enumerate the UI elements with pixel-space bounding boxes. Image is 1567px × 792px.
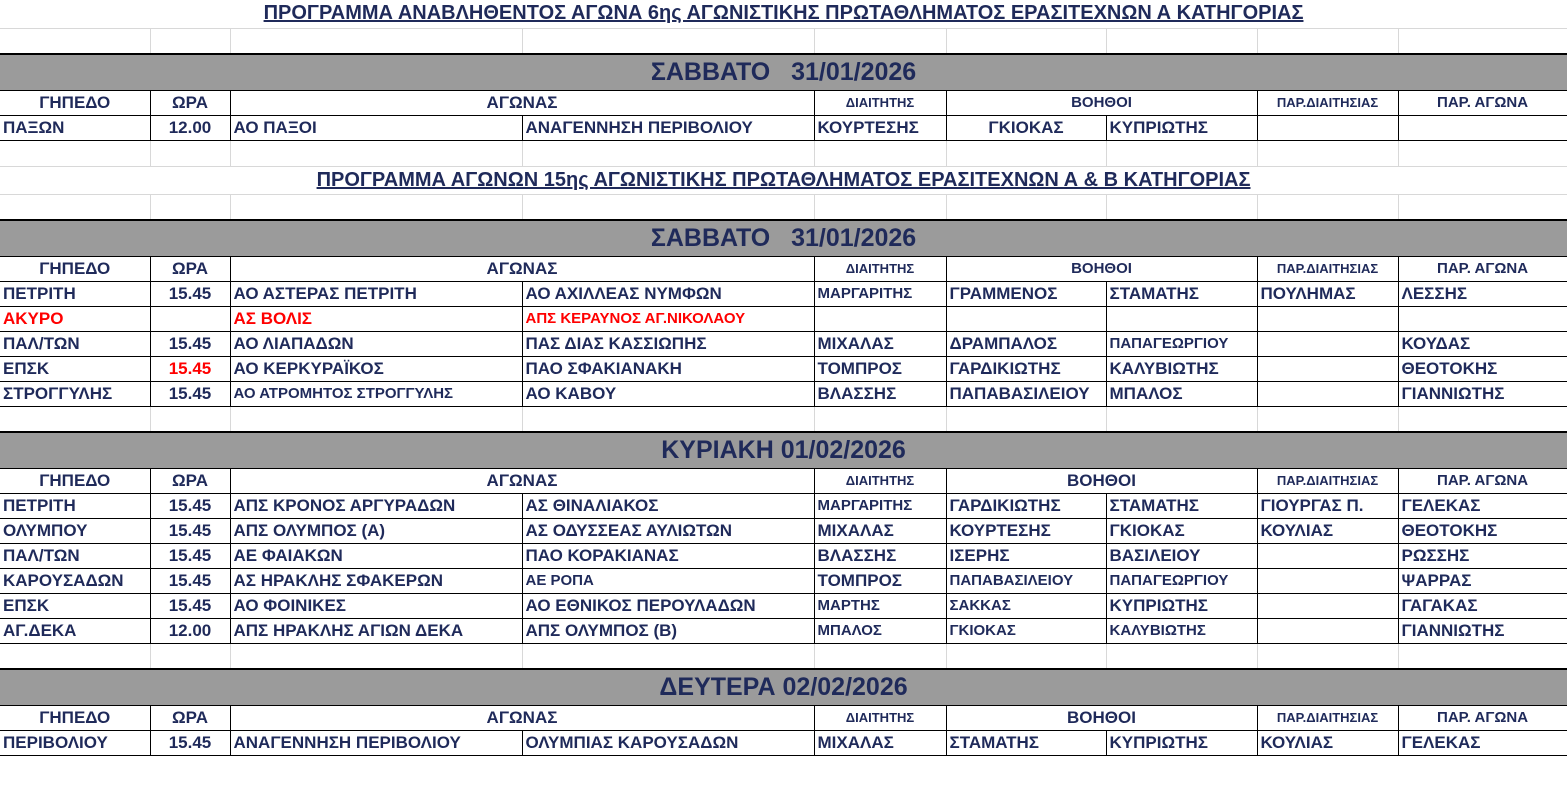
referee-cell[interactable]: ΜΑΡΤΗΣ xyxy=(814,593,946,618)
empty-row xyxy=(0,406,1567,432)
match-observer-cell[interactable]: ΓΕΛΕΚΑΣ xyxy=(1398,730,1567,755)
assistants-header: ΒΟΗΘΟΙ xyxy=(946,90,1257,115)
referee-cell[interactable]: ΜΑΡΓΑΡΙΤΗΣ xyxy=(814,281,946,306)
venue-cell[interactable]: ΚΑΡΟΥΣΑΔΩΝ xyxy=(0,568,150,593)
empty-cell[interactable] xyxy=(814,194,946,220)
day-banner: ΚΥΡΙΑΚΗ 01/02/2026 xyxy=(0,432,1567,468)
column-header-row xyxy=(0,705,1567,730)
empty-cell[interactable] xyxy=(1398,406,1567,432)
match-row xyxy=(0,568,1567,593)
empty-cell[interactable] xyxy=(230,194,522,220)
referee-header: ΔΙΑΙΤΗΤΗΣ xyxy=(814,705,946,730)
referee-cell[interactable] xyxy=(814,306,946,331)
assistant-1-cell[interactable]: ΣΤΑΜΑΤΗΣ xyxy=(946,730,1106,755)
empty-cell[interactable] xyxy=(0,643,150,669)
home-team-cell[interactable]: ΑΠΣ ΟΛΥΜΠΟΣ (Α) xyxy=(230,518,522,543)
time-cell[interactable]: 15.45 xyxy=(150,730,230,755)
venue-header: ΓΗΠΕΔΟ xyxy=(0,705,150,730)
assistant-1-cell[interactable]: ΚΟΥΡΤΕΣΗΣ xyxy=(946,518,1106,543)
time-cell[interactable]: 15.45 xyxy=(150,356,230,381)
column-header-row xyxy=(0,90,1567,115)
section-title: ΠΡΟΓΡΑΜΜΑ ΑΝΑΒΛΗΘΕΝΤΟΣ ΑΓΩΝΑ 6ης ΑΓΩΝΙΣΤΙΚΗΣ ΠΡΩΤΑΘΛΗΜΑΤΟΣ ΕΡΑΣΙΤΕΧΝΩΝ Α ΚΑΤΗΓΟΡΙΑΣ xyxy=(0,0,1567,28)
away-team-cell[interactable]: ΑΟ ΕΘΝΙΚΟΣ ΠΕΡΟΥΛΑΔΩΝ xyxy=(522,593,814,618)
empty-cell[interactable] xyxy=(946,406,1106,432)
match-observer-cell[interactable]: ΓΑΓΑΚΑΣ xyxy=(1398,593,1567,618)
venue-cell[interactable]: ΠΕΤΡΙΤΗ xyxy=(0,281,150,306)
empty-cell[interactable] xyxy=(1398,28,1567,54)
venue-header: ΓΗΠΕΔΟ xyxy=(0,256,150,281)
match-header: ΑΓΩΝΑΣ xyxy=(230,256,814,281)
empty-cell[interactable] xyxy=(1257,194,1398,220)
assistant-2-cell[interactable]: ΠΑΠΑΓΕΩΡΓΙΟΥ xyxy=(1106,568,1257,593)
home-team-cell[interactable]: ΑΟ ΦΟΙΝΙΚΕΣ xyxy=(230,593,522,618)
empty-cell[interactable] xyxy=(814,643,946,669)
match-row xyxy=(0,493,1567,518)
time-cell[interactable]: 15.45 xyxy=(150,518,230,543)
assistants-header: ΒΟΗΘΟΙ xyxy=(946,705,1257,730)
empty-cell[interactable] xyxy=(522,406,814,432)
referee-observer-cell[interactable]: ΠΟΥΛΗΜΑΣ xyxy=(1257,281,1398,306)
away-team-cell[interactable]: ΑΝΑΓΕΝΝΗΣΗ ΠΕΡΙΒΟΛΙΟΥ xyxy=(522,115,814,140)
empty-cell[interactable] xyxy=(814,140,946,166)
time-cell[interactable]: 15.45 xyxy=(150,493,230,518)
empty-cell[interactable] xyxy=(946,28,1106,54)
time-cell[interactable]: 15.45 xyxy=(150,281,230,306)
day-banner-row xyxy=(0,54,1567,90)
empty-cell[interactable] xyxy=(150,140,230,166)
empty-cell[interactable] xyxy=(522,643,814,669)
referee-cell[interactable]: ΜΑΡΓΑΡΙΤΗΣ xyxy=(814,493,946,518)
empty-cell[interactable] xyxy=(1257,140,1398,166)
empty-cell[interactable] xyxy=(1257,406,1398,432)
referee-cell[interactable]: ΤΟΜΠΡΟΣ xyxy=(814,356,946,381)
assistant-1-cell[interactable]: ΔΡΑΜΠΑΛΟΣ xyxy=(946,331,1106,356)
venue-cell[interactable]: ΠΑΛ/ΤΩΝ xyxy=(0,543,150,568)
venue-cell[interactable]: ΑΓ.ΔΕΚΑ xyxy=(0,618,150,643)
home-team-cell[interactable]: ΑΠΣ ΗΡΑΚΛΗΣ ΑΓΙΩΝ ΔΕΚΑ xyxy=(230,618,522,643)
away-team-cell[interactable]: ΑΟ ΚΑΒΟΥ xyxy=(522,381,814,406)
away-team-cell[interactable]: ΠΑΟ ΣΦΑΚΙΑΝΑΚΗ xyxy=(522,356,814,381)
venue-cell[interactable]: ΑΚΥΡΟ xyxy=(0,306,150,331)
empty-cell[interactable] xyxy=(814,406,946,432)
empty-cell[interactable] xyxy=(230,28,522,54)
match-observer-cell[interactable]: ΚΟΥΔΑΣ xyxy=(1398,331,1567,356)
referee-cell[interactable]: ΤΟΜΠΡΟΣ xyxy=(814,568,946,593)
referee-observer-cell[interactable]: ΓΙΟΥΡΓΑΣ Π. xyxy=(1257,493,1398,518)
referee-observer-cell[interactable] xyxy=(1257,115,1398,140)
day-banner-row xyxy=(0,432,1567,468)
empty-cell[interactable] xyxy=(230,643,522,669)
time-cell[interactable]: 15.45 xyxy=(150,381,230,406)
time-header: ΩΡΑ xyxy=(150,90,230,115)
empty-cell[interactable] xyxy=(150,194,230,220)
assistant-1-cell[interactable]: ΠΑΠΑΒΑΣΙΛΕΙΟΥ xyxy=(946,568,1106,593)
home-team-cell[interactable]: ΑΝΑΓΕΝΝΗΣΗ ΠΕΡΙΒΟΛΙΟΥ xyxy=(230,730,522,755)
assistant-2-cell[interactable] xyxy=(1106,306,1257,331)
column-header-row xyxy=(0,468,1567,493)
empty-cell[interactable] xyxy=(150,643,230,669)
empty-row xyxy=(0,140,1567,166)
match-row xyxy=(0,306,1567,331)
match-row xyxy=(0,593,1567,618)
venue-cell[interactable]: ΠΕΡΙΒΟΛΙΟΥ xyxy=(0,730,150,755)
match-row xyxy=(0,618,1567,643)
referee-observer-header: ΠΑΡ.ΔΙΑΙΤΗΣΙΑΣ xyxy=(1257,468,1398,493)
day-banner: ΣΑΒΒΑΤΟ 31/01/2026 xyxy=(0,54,1567,90)
time-header: ΩΡΑ xyxy=(150,705,230,730)
match-row xyxy=(0,281,1567,306)
empty-row xyxy=(0,194,1567,220)
empty-cell[interactable] xyxy=(522,28,814,54)
match-row xyxy=(0,331,1567,356)
venue-header: ΓΗΠΕΔΟ xyxy=(0,468,150,493)
match-observer-cell[interactable]: ΓΙΑΝΝΙΩΤΗΣ xyxy=(1398,381,1567,406)
empty-cell[interactable] xyxy=(1106,406,1257,432)
venue-cell[interactable]: ΠΕΤΡΙΤΗ xyxy=(0,493,150,518)
assistant-1-cell[interactable]: ΓΚΙΟΚΑΣ xyxy=(946,115,1106,140)
match-header: ΑΓΩΝΑΣ xyxy=(230,90,814,115)
venue-cell[interactable]: ΕΠΣΚ xyxy=(0,356,150,381)
away-team-cell[interactable]: ΠΑΟ ΚΟΡΑΚΙΑΝΑΣ xyxy=(522,543,814,568)
referee-observer-cell[interactable] xyxy=(1257,593,1398,618)
match-header: ΑΓΩΝΑΣ xyxy=(230,468,814,493)
empty-cell[interactable] xyxy=(0,28,150,54)
referee-header: ΔΙΑΙΤΗΤΗΣ xyxy=(814,256,946,281)
referee-header: ΔΙΑΙΤΗΤΗΣ xyxy=(814,90,946,115)
empty-cell[interactable] xyxy=(1398,643,1567,669)
assistant-2-cell[interactable]: ΓΚΙΟΚΑΣ xyxy=(1106,518,1257,543)
empty-cell[interactable] xyxy=(946,140,1106,166)
empty-cell[interactable] xyxy=(1106,643,1257,669)
match-observer-header: ΠΑΡ. ΑΓΩΝΑ xyxy=(1398,468,1567,493)
column-header-row xyxy=(0,256,1567,281)
time-cell[interactable]: 15.45 xyxy=(150,568,230,593)
referee-cell[interactable]: ΜΙΧΑΛΑΣ xyxy=(814,331,946,356)
away-team-cell[interactable]: ΑΣ ΟΔΥΣΣΕΑΣ ΑΥΛΙΩΤΩΝ xyxy=(522,518,814,543)
referee-cell[interactable]: ΚΟΥΡΤΕΣΗΣ xyxy=(814,115,946,140)
match-observer-header: ΠΑΡ. ΑΓΩΝΑ xyxy=(1398,256,1567,281)
empty-cell[interactable] xyxy=(230,406,522,432)
match-row xyxy=(0,543,1567,568)
match-observer-cell[interactable]: ΡΩΣΣΗΣ xyxy=(1398,543,1567,568)
referee-observer-cell[interactable] xyxy=(1257,618,1398,643)
referee-observer-cell[interactable] xyxy=(1257,356,1398,381)
away-team-cell[interactable]: ΑΟ ΑΧΙΛΛΕΑΣ ΝΥΜΦΩΝ xyxy=(522,281,814,306)
assistant-1-cell[interactable]: ΓΑΡΔΙΚΙΩΤΗΣ xyxy=(946,493,1106,518)
empty-cell[interactable] xyxy=(1106,140,1257,166)
match-observer-cell[interactable]: ΓΙΑΝΝΙΩΤΗΣ xyxy=(1398,618,1567,643)
match-observer-cell[interactable]: ΘΕΟΤΟΚΗΣ xyxy=(1398,518,1567,543)
assistant-2-cell[interactable]: ΚΑΛΥΒΙΩΤΗΣ xyxy=(1106,618,1257,643)
section-title: ΠΡΟΓΡΑΜΜΑ ΑΓΩΝΩΝ 15ης ΑΓΩΝΙΣΤΙΚΗΣ ΠΡΩΤΑΘΛΗΜΑΤΟΣ ΕΡΑΣΙΤΕΧΝΩΝ Α & Β ΚΑΤΗΓΟΡΙΑΣ xyxy=(0,166,1567,194)
venue-cell[interactable]: ΕΠΣΚ xyxy=(0,593,150,618)
home-team-cell[interactable]: ΑΟ ΚΕΡΚΥΡΑΪΚΟΣ xyxy=(230,356,522,381)
empty-cell[interactable] xyxy=(150,406,230,432)
referee-cell[interactable]: ΜΙΧΑΛΑΣ xyxy=(814,730,946,755)
empty-cell[interactable] xyxy=(814,28,946,54)
empty-cell[interactable] xyxy=(0,140,150,166)
match-row xyxy=(0,381,1567,406)
referee-cell[interactable]: ΒΛΑΣΣΗΣ xyxy=(814,543,946,568)
assistant-2-cell[interactable]: ΚΥΠΡΙΩΤΗΣ xyxy=(1106,115,1257,140)
empty-cell[interactable] xyxy=(150,28,230,54)
section-title-row xyxy=(0,0,1567,28)
referee-header: ΔΙΑΙΤΗΤΗΣ xyxy=(814,468,946,493)
day-banner: ΔΕΥΤΕΡΑ 02/02/2026 xyxy=(0,669,1567,705)
time-cell[interactable]: 12.00 xyxy=(150,115,230,140)
assistant-1-cell[interactable]: ΠΑΠΑΒΑΣΙΛΕΙΟΥ xyxy=(946,381,1106,406)
venue-header: ΓΗΠΕΔΟ xyxy=(0,90,150,115)
match-observer-cell[interactable]: ΓΕΛΕΚΑΣ xyxy=(1398,493,1567,518)
empty-cell[interactable] xyxy=(522,194,814,220)
referee-observer-cell[interactable] xyxy=(1257,306,1398,331)
section-title-row xyxy=(0,166,1567,194)
time-cell[interactable]: 15.45 xyxy=(150,543,230,568)
time-cell[interactable]: 12.00 xyxy=(150,618,230,643)
referee-observer-cell[interactable]: ΚΟΥΛΙΑΣ xyxy=(1257,518,1398,543)
assistant-1-cell[interactable]: ΓΑΡΔΙΚΙΩΤΗΣ xyxy=(946,356,1106,381)
venue-cell[interactable]: ΣΤΡΟΓΓΥΛΗΣ xyxy=(0,381,150,406)
assistant-2-cell[interactable]: ΚΑΛΥΒΙΩΤΗΣ xyxy=(1106,356,1257,381)
assistant-2-cell[interactable]: ΣΤΑΜΑΤΗΣ xyxy=(1106,493,1257,518)
match-row xyxy=(0,356,1567,381)
time-cell[interactable] xyxy=(150,306,230,331)
match-observer-header: ΠΑΡ. ΑΓΩΝΑ xyxy=(1398,90,1567,115)
match-observer-cell[interactable]: ΘΕΟΤΟΚΗΣ xyxy=(1398,356,1567,381)
empty-row xyxy=(0,643,1567,669)
home-team-cell[interactable]: ΑΟ ΠΑΞΟΙ xyxy=(230,115,522,140)
venue-cell[interactable]: ΠΑΞΩΝ xyxy=(0,115,150,140)
home-team-cell[interactable]: ΑΟ ΑΤΡΟΜΗΤΟΣ ΣΤΡΟΓΓΥΛΗΣ xyxy=(230,381,522,406)
referee-observer-header: ΠΑΡ.ΔΙΑΙΤΗΣΙΑΣ xyxy=(1257,256,1398,281)
match-row xyxy=(0,518,1567,543)
time-header: ΩΡΑ xyxy=(150,256,230,281)
home-team-cell[interactable]: ΑΟ ΛΙΑΠΑΔΩΝ xyxy=(230,331,522,356)
away-team-cell[interactable]: ΟΛΥΜΠΙΑΣ ΚΑΡΟΥΣΑΔΩΝ xyxy=(522,730,814,755)
away-team-cell[interactable]: ΑΣ ΘΙΝΑΛΙΑΚΟΣ xyxy=(522,493,814,518)
referee-observer-cell[interactable] xyxy=(1257,543,1398,568)
referee-cell[interactable]: ΜΙΧΑΛΑΣ xyxy=(814,518,946,543)
referee-observer-cell[interactable] xyxy=(1257,381,1398,406)
empty-cell[interactable] xyxy=(230,140,522,166)
assistant-1-cell[interactable]: ΓΡΑΜΜΕΝΟΣ xyxy=(946,281,1106,306)
referee-observer-cell[interactable] xyxy=(1257,331,1398,356)
away-team-cell[interactable]: ΑΠΣ ΚΕΡΑΥΝΟΣ ΑΓ.ΝΙΚΟΛΑΟΥ xyxy=(522,306,814,331)
match-header: ΑΓΩΝΑΣ xyxy=(230,705,814,730)
away-team-cell[interactable]: ΑΕ ΡΟΠΑ xyxy=(522,568,814,593)
referee-cell[interactable]: ΒΛΑΣΣΗΣ xyxy=(814,381,946,406)
empty-cell[interactable] xyxy=(1257,643,1398,669)
assistant-2-cell[interactable]: ΣΤΑΜΑΤΗΣ xyxy=(1106,281,1257,306)
time-cell[interactable]: 15.45 xyxy=(150,593,230,618)
assistants-header: ΒΟΗΘΟΙ xyxy=(946,256,1257,281)
empty-cell[interactable] xyxy=(1106,28,1257,54)
assistant-1-cell[interactable] xyxy=(946,306,1106,331)
venue-cell[interactable]: ΟΛΥΜΠΟΥ xyxy=(0,518,150,543)
home-team-cell[interactable]: ΑΕ ΦΑΙΑΚΩΝ xyxy=(230,543,522,568)
away-team-cell[interactable]: ΠΑΣ ΔΙΑΣ ΚΑΣΣΙΩΠΗΣ xyxy=(522,331,814,356)
time-header: ΩΡΑ xyxy=(150,468,230,493)
match-row xyxy=(0,115,1567,140)
referee-observer-header: ΠΑΡ.ΔΙΑΙΤΗΣΙΑΣ xyxy=(1257,705,1398,730)
match-observer-header: ΠΑΡ. ΑΓΩΝΑ xyxy=(1398,705,1567,730)
empty-cell[interactable] xyxy=(1398,140,1567,166)
empty-cell[interactable] xyxy=(1257,28,1398,54)
day-banner-row xyxy=(0,669,1567,705)
day-banner-row xyxy=(0,220,1567,256)
home-team-cell[interactable]: ΑΠΣ ΚΡΟΝΟΣ ΑΡΓΥΡΑΔΩΝ xyxy=(230,493,522,518)
assistant-1-cell[interactable]: ΣΑΚΚΑΣ xyxy=(946,593,1106,618)
empty-cell[interactable] xyxy=(946,643,1106,669)
assistant-2-cell[interactable]: ΒΑΣΙΛΕΙΟΥ xyxy=(1106,543,1257,568)
away-team-cell[interactable]: ΑΠΣ ΟΛΥΜΠΟΣ (Β) xyxy=(522,618,814,643)
home-team-cell[interactable]: ΑΣ ΗΡΑΚΛΗΣ ΣΦΑΚΕΡΩΝ xyxy=(230,568,522,593)
empty-cell[interactable] xyxy=(522,140,814,166)
empty-cell[interactable] xyxy=(946,194,1106,220)
empty-cell[interactable] xyxy=(1398,194,1567,220)
referee-observer-cell[interactable]: ΚΟΥΛΙΑΣ xyxy=(1257,730,1398,755)
referee-observer-header: ΠΑΡ.ΔΙΑΙΤΗΣΙΑΣ xyxy=(1257,90,1398,115)
empty-cell[interactable] xyxy=(0,406,150,432)
assistant-2-cell[interactable]: ΚΥΠΡΙΩΤΗΣ xyxy=(1106,730,1257,755)
assistants-header: ΒΟΗΘΟΙ xyxy=(946,468,1257,493)
match-observer-cell[interactable] xyxy=(1398,115,1567,140)
empty-cell[interactable] xyxy=(1106,194,1257,220)
match-row xyxy=(0,730,1567,755)
day-banner: ΣΑΒΒΑΤΟ 31/01/2026 xyxy=(0,220,1567,256)
assistant-2-cell[interactable]: ΚΥΠΡΙΩΤΗΣ xyxy=(1106,593,1257,618)
match-observer-cell[interactable] xyxy=(1398,306,1567,331)
venue-cell[interactable]: ΠΑΛ/ΤΩΝ xyxy=(0,331,150,356)
referee-observer-cell[interactable] xyxy=(1257,568,1398,593)
empty-cell[interactable] xyxy=(0,194,150,220)
assistant-2-cell[interactable]: ΠΑΠΑΓΕΩΡΓΙΟΥ xyxy=(1106,331,1257,356)
match-observer-cell[interactable]: ΛΕΣΣΗΣ xyxy=(1398,281,1567,306)
assistant-1-cell[interactable]: ΓΚΙΟΚΑΣ xyxy=(946,618,1106,643)
home-team-cell[interactable]: ΑΟ ΑΣΤΕΡΑΣ ΠΕΤΡΙΤΗ xyxy=(230,281,522,306)
match-observer-cell[interactable]: ΨΑΡΡΑΣ xyxy=(1398,568,1567,593)
referee-cell[interactable]: ΜΠΑΛΟΣ xyxy=(814,618,946,643)
assistant-1-cell[interactable]: ΙΣΕΡΗΣ xyxy=(946,543,1106,568)
empty-row xyxy=(0,28,1567,54)
time-cell[interactable]: 15.45 xyxy=(150,331,230,356)
home-team-cell[interactable]: ΑΣ ΒΟΛΙΣ xyxy=(230,306,522,331)
assistant-2-cell[interactable]: ΜΠΑΛΟΣ xyxy=(1106,381,1257,406)
